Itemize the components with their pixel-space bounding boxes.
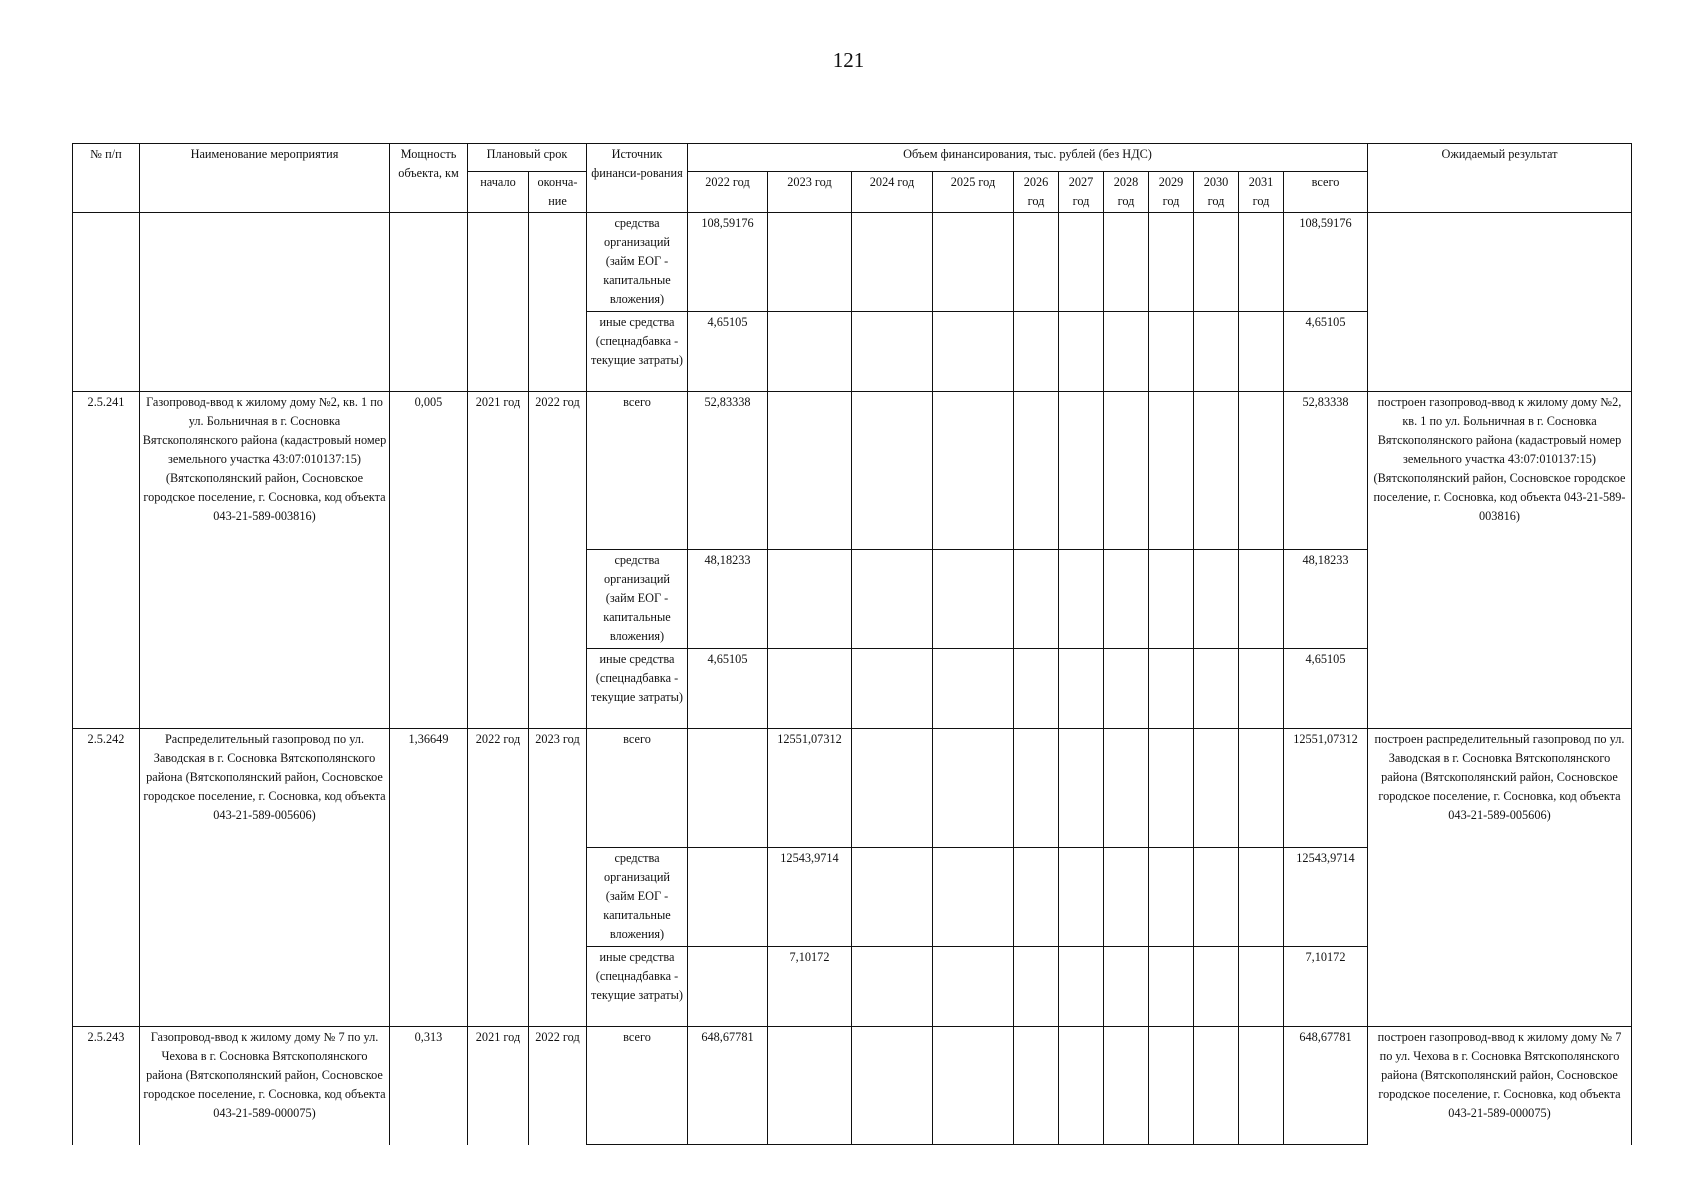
cell-result: построен газопровод-ввод к жилому дому №2, кв. 1 по ул. Больничная в г. Сосновка Вятскополянского района (кадастровый номер земельного участка 43:07:010137:15) (Вятскополянский район, Сосновское городское поселение, г. Сосновка, код объекта 043-21-589-003816) (1368, 392, 1632, 729)
cell-total: 12551,07312 (1284, 729, 1368, 848)
header-term: Плановый срок (468, 144, 587, 172)
cell-capacity: 1,36649 (390, 729, 468, 1027)
cell-2022 (688, 947, 768, 1027)
header-year-2027: 2027 год (1059, 172, 1104, 213)
cell-2023: 12551,07312 (768, 729, 852, 848)
cell-source: средства организаций (займ ЕОГ - капитальные вложения) (587, 848, 688, 947)
table-row (73, 1027, 1632, 1145)
table-row (73, 729, 1632, 848)
cell-capacity: 0,313 (390, 1027, 468, 1145)
table-row (73, 213, 1632, 312)
cell-name: Газопровод-ввод к жилому дому № 7 по ул. Чехова в г. Сосновка Вятскополянского района (Вятскополянский район, Сосновское городское поселение, г. Сосновка, код объекта 043-21-589-000075) (140, 1027, 390, 1145)
cell-source: средства организаций (займ ЕОГ - капитальные вложения) (587, 213, 688, 312)
cell-2022 (688, 848, 768, 947)
cell-end: 2023 год (529, 729, 587, 1027)
cell-total: 12543,9714 (1284, 848, 1368, 947)
cell-total: 52,83338 (1284, 392, 1368, 550)
cell-2023: 12543,9714 (768, 848, 852, 947)
cell-2023 (768, 1027, 852, 1145)
cell-num (73, 213, 140, 392)
cell-total: 4,65105 (1284, 312, 1368, 392)
cell-2022 (688, 729, 768, 848)
cell-2022: 4,65105 (688, 312, 768, 392)
cell-2022: 4,65105 (688, 649, 768, 729)
header-term-start: начало (468, 172, 529, 213)
cell-2023 (768, 649, 852, 729)
cell-2023 (768, 312, 852, 392)
cell-2022: 48,18233 (688, 550, 768, 649)
header-year-2024: 2024 год (852, 172, 933, 213)
cell-total: 4,65105 (1284, 649, 1368, 729)
cell-source: средства организаций (займ ЕОГ - капитальные вложения) (587, 550, 688, 649)
cell-start: 2021 год (468, 1027, 529, 1145)
cell-num: 2.5.241 (73, 392, 140, 729)
header-year-2023: 2023 год (768, 172, 852, 213)
header-year-2030: 2030 год (1194, 172, 1239, 213)
header-total: всего (1284, 172, 1368, 213)
cell-result: построен распределительный газопровод по ул. Заводская в г. Сосновка Вятскополянского района (Вятскополянский район, Сосновское городское поселение, г. Сосновка, код объекта 043-21-589-005606) (1368, 729, 1632, 1027)
cell-2023 (768, 550, 852, 649)
cell-result: построен газопровод-ввод к жилому дому № 7 по ул. Чехова в г. Сосновка Вятскополянского района (Вятскополянский район, Сосновское городское поселение, г. Сосновка, код объекта 043-21-589-000075) (1368, 1027, 1632, 1145)
header-volume: Объем финансирования, тыс. рублей (без НДС) (688, 144, 1368, 172)
cell-num: 2.5.243 (73, 1027, 140, 1145)
cell-2023 (768, 392, 852, 550)
header-source: Источник финанси-рования (587, 144, 688, 213)
cell-source: всего (587, 392, 688, 550)
cell-name: Газопровод-ввод к жилому дому №2, кв. 1 по ул. Больничная в г. Сосновка Вятскополянского района (кадастровый номер земельного участка 43:07:010137:15) (Вятскополянский район, Сосновское городское поселение, г. Сосновка, код объекта 043-21-589-003816) (140, 392, 390, 729)
cell-num: 2.5.242 (73, 729, 140, 1027)
header-year-2028: 2028 год (1104, 172, 1149, 213)
cell-source: иные средства (спецнадбавка - текущие затраты) (587, 312, 688, 392)
cell-result (1368, 213, 1632, 392)
cell-capacity: 0,005 (390, 392, 468, 729)
header-term-end: оконча-ние (529, 172, 587, 213)
header-capacity: Мощность объекта, км (390, 144, 468, 213)
cell-end (529, 213, 587, 392)
header-year-2022: 2022 год (688, 172, 768, 213)
cell-2022: 648,67781 (688, 1027, 768, 1145)
cell-start (468, 213, 529, 392)
cell-total: 7,10172 (1284, 947, 1368, 1027)
cell-start: 2022 год (468, 729, 529, 1027)
cell-2023: 7,10172 (768, 947, 852, 1027)
cell-total: 648,67781 (1284, 1027, 1368, 1145)
cell-2022: 52,83338 (688, 392, 768, 550)
cell-name: Распределительный газопровод по ул. Заводская в г. Сосновка Вятскополянского района (Вятскополянский район, Сосновское городское поселение, г. Сосновка, код объекта 043-21-589-005606) (140, 729, 390, 1027)
cell-end: 2022 год (529, 392, 587, 729)
cell-source: всего (587, 729, 688, 848)
header-name: Наименование мероприятия (140, 144, 390, 213)
cell-end: 2022 год (529, 1027, 587, 1145)
table-row (73, 392, 1632, 550)
header-year-2026: 2026 год (1014, 172, 1059, 213)
header-year-2029: 2029 год (1149, 172, 1194, 213)
header-year-2031: 2031 год (1239, 172, 1284, 213)
cell-2023 (768, 213, 852, 312)
cell-source: иные средства (спецнадбавка - текущие затраты) (587, 947, 688, 1027)
cell-total: 48,18233 (1284, 550, 1368, 649)
cell-source: всего (587, 1027, 688, 1145)
cell-start: 2021 год (468, 392, 529, 729)
cell-name (140, 213, 390, 392)
cell-2022: 108,59176 (688, 213, 768, 312)
cell-total: 108,59176 (1284, 213, 1368, 312)
header-year-2025: 2025 год (933, 172, 1014, 213)
cell-source: иные средства (спецнадбавка - текущие затраты) (587, 649, 688, 729)
header-num: № п/п (73, 144, 140, 213)
cell-capacity (390, 213, 468, 392)
financing-table (72, 143, 1632, 1145)
page-number: 121 (832, 48, 865, 72)
header-result: Ожидаемый результат (1368, 144, 1632, 213)
